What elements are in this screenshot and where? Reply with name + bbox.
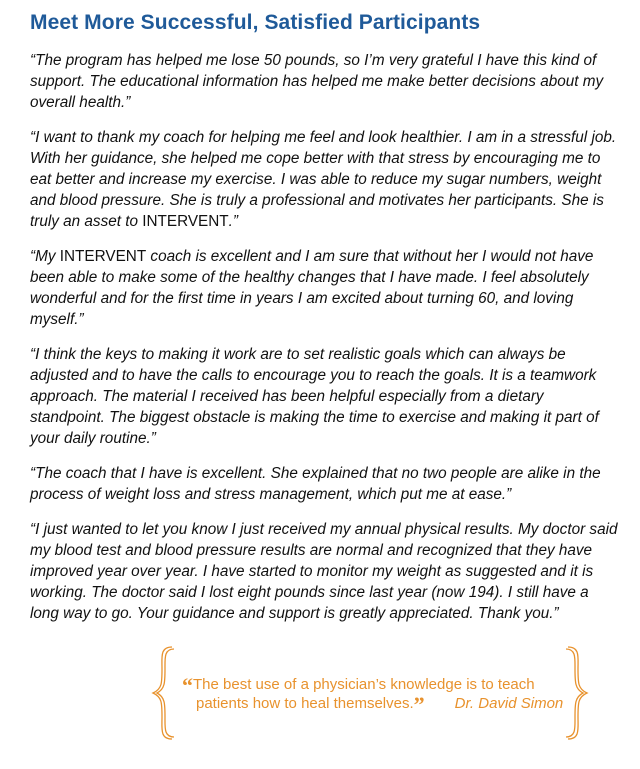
testimonial-5: “The coach that I have is excellent. She explained that no two people are alike in the process of weight loss and stress management, which put me at ease.” (30, 465, 601, 503)
quote-line-1-text: The best use of a physician’s knowledge is to teach (193, 676, 535, 693)
quote-line-2-text: patients how to heal themselves. (196, 695, 414, 712)
left-brace-icon (150, 645, 176, 741)
testimonial-4: “I think the keys to making it work are to set realistic goals which can always be adjusted and to have the calls to encourage you to reach the goals. It is a teamwork approach. The material I received has been helpful especially from a dietary standpoint. The biggest obstacle is making the time to exercise and making it part of your daily routine.” (30, 346, 599, 447)
quote-line-2 (182, 692, 572, 717)
testimonial-1: “The program has helped me lose 50 pounds, so I’m very grateful I have this kind of support. The educational information has helped me make better decisions about my overall health.” (30, 52, 604, 111)
close-quote-mark: ” (413, 692, 425, 717)
right-brace-icon (564, 645, 590, 741)
testimonials-page (30, 10, 618, 638)
testimonial-3 (30, 246, 618, 330)
testimonial-3-text: coach is excellent and I am sure that without her I would not have been able to make some of the healthy changes that I have made. I feel absolutely wonderful and for the first time in years I am excited about turning 60, and loving myself.” (30, 248, 594, 328)
testimonial-2-text: “I want to thank my coach for helping me feel and look healthier. I am in a stressful job. With her guidance, she helped me cope better with that stress by encouraging me to eat better and increase my exercise. I was able to reduce my sugar numbers, weight and blood pressure. She is truly a professional and motivates her participants. She is truly an asset to (30, 129, 617, 230)
testimonial-3-start: “My (30, 248, 60, 265)
pull-quote (150, 645, 590, 741)
testimonial-2 (30, 127, 618, 232)
brand-name: INTERVENT (142, 213, 229, 230)
quote-line-1 (182, 673, 572, 698)
quote-text (182, 673, 572, 717)
testimonial-6: “I just wanted to let you know I just received my annual physical results. My doctor said my blood test and blood pressure results are normal and recognized that they have improved year over year. I have started to monitor my weight as suggested and it is working. The doctor said I lost eight pounds since last year (now 194). I still have a long way to go. Your guidance and support is greatly appreciated. Thank you.” (30, 521, 618, 622)
quote-author: Dr. David Simon (454, 695, 564, 712)
brand-name: INTERVENT (59, 248, 147, 265)
open-quote-mark: “ (182, 673, 193, 698)
page-title: Meet More Successful, Satisfied Participants (30, 11, 481, 34)
testimonial-2-end: .” (228, 213, 239, 230)
